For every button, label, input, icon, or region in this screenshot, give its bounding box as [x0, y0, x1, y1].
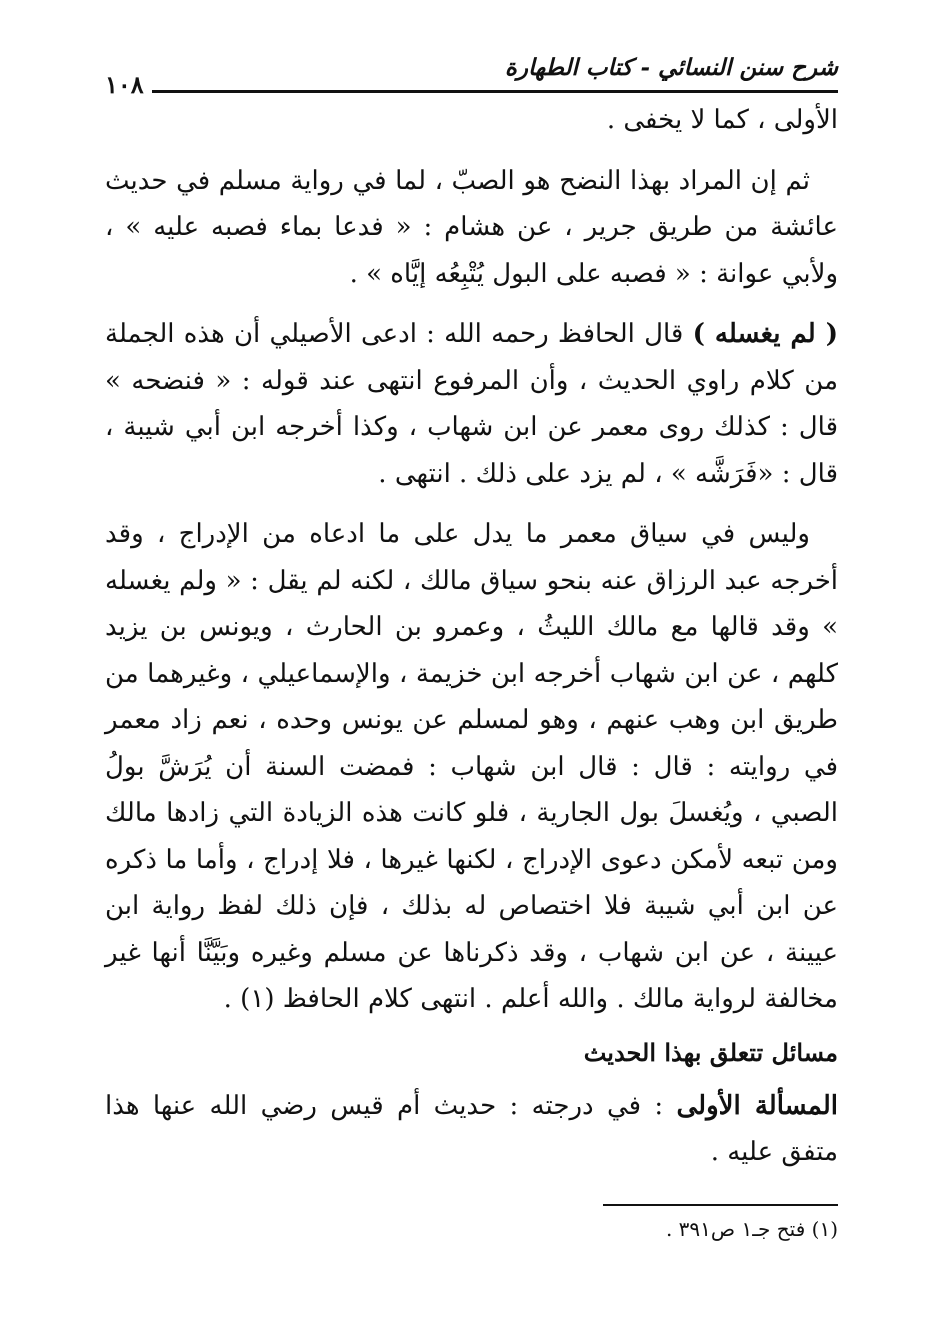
page-header: [105, 48, 838, 99]
paragraph-first-issue: [105, 1083, 838, 1176]
issue-text: : في درجته : حديث أم قيس رضي الله عنها هذا متفق عليه .: [105, 1090, 838, 1167]
paragraph-nadh: ثم إن المراد بهذا النضح هو الصبّ ، لما في رواية مسلم في حديث عائشة من طريق جرير ، عن هشام : « فدعا بماء فصبه عليه » ، ولأبي عوانة : « فصبه على البول يُتْبِعُه إيَّاه » .: [105, 165, 838, 289]
page-number: ١٠٨: [105, 70, 152, 99]
paragraph-continuation: الأولى ، كما لا يخفى .: [606, 105, 838, 135]
issue-title: المسألة الأولى: [676, 1090, 838, 1121]
commentary-lemma: ( لم يغسله ): [692, 319, 838, 349]
paragraph-lam-yaghsilhu: [105, 311, 838, 497]
commentary-text: قال الحافظ رحمه الله : ادعى الأصيلي أن هذه الجملة من كلام راوي الحديث ، وأن المرفوع انتهى عند قوله : « فنضحه » قال : كذلك روى معمر عن ابن شهاب ، وكذا أخرجه ابن أبي شيبة ، قال : «فَرَشَّه » ، لم يزد على ذلك . انتهى .: [105, 319, 838, 489]
footnote-divider: [603, 1204, 838, 1206]
section-heading: مسائل تتعلق بهذا الحديث: [583, 1037, 838, 1067]
body-text: [105, 97, 838, 1176]
running-title: شرح سنن النسائي - كتاب الطهارة: [504, 54, 838, 81]
footnote: (١) فتح جـ١ ص٣٩١ .: [665, 1216, 838, 1241]
paragraph-idraj: وليس في سياق معمر ما يدل على ما ادعاه من الإدراج ، وقد أخرجه عبد الرزاق عنه بنحو سياق مالك ، لكنه لم يقل : « ولم يغسله » وقد قالها مع مالك الليثُ ، وعمرو بن الحارث ، ويونس بن يزيد كلهم ، عن ابن شهاب أخرجه ابن خزيمة ، والإسماعيلي ، وغيرهما من طريق ابن وهب عنهم ، وهو لمسلم عن يونس وحده ، نعم زاد معمر في روايته : قال : قال ابن شهاب : فمضت السنة أن يُرَشَّ بولُ الصبي ، ويُغسلَ بول الجارية ، فلو كانت هذه الزيادة التي زادها مالك ومن تبعه لأمكن دعوى الإدراج ، لكنها غيرها ، فلا إدراج ، وأما ما ذكره عن ابن أبي شيبة فلا اختصاص له بذلك ، فإن ذلك لفظ رواية ابن عيينة ، عن ابن شهاب ، وقد ذكرناها عن مسلم وغيره وبَيَّنَّا أنها غير مخالفة لرواية مالك . والله أعلم . انتهى كلام الحافظ (١) .: [105, 519, 839, 1014]
book-page: [105, 48, 838, 1244]
